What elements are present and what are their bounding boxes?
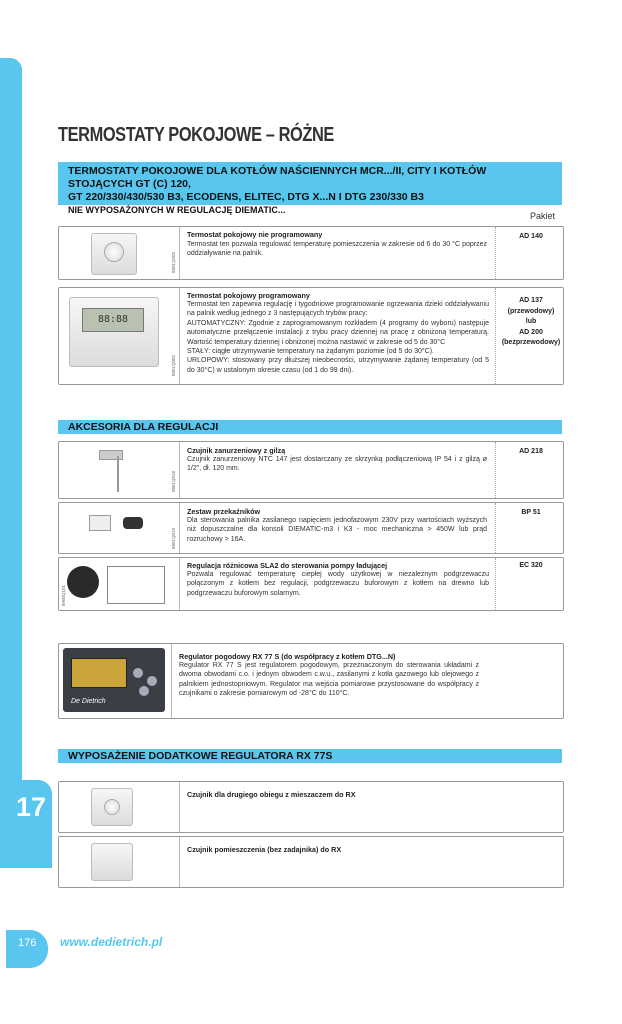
band-title: AKCESORIA DLA REGULACJI — [68, 421, 219, 433]
sensor-image — [91, 788, 133, 826]
product-description: Regulator RX 77 S jest regulatorem pogodowym, przeznaczonym do sterowania układami z dwoma obwodami c.o. i jednym obwodem c.w.u., zasilanymi z kotła gazowego lub olejowego z palnikiem jednostopniowym. Regulator ma wejścia pomiarowe przystosowane do współpracy z czujnikami o zakresie pomiarowym od -28°C do 110°C. — [179, 662, 479, 698]
product-title: Regulacja różnicowa SLA2 do sterowania pompy ładującej — [187, 561, 388, 570]
product-title: Czujnik dla drugiego obiegu z mieszaczem do RX — [187, 790, 356, 799]
product-title: Czujnik pomieszczenia (bez zadajnika) do RX — [187, 845, 342, 854]
footer-url[interactable]: www.dedietrich.pl — [60, 935, 163, 949]
rx-accessory-card — [58, 836, 564, 888]
band-line-3: NIE WYPOSAŻONYCH W REGULACJĘ DIEMATIC... — [68, 205, 286, 215]
accessory-card — [58, 557, 564, 611]
desc-line-constant: STAŁY: ciągłe utrzymywanie temperatury na żądanym poziomie (od 5 do 30°C). — [187, 348, 435, 356]
desc-line-automatic: AUTOMATYCZNY: Zgodnie z zaprogramowanym rozkładem (4 programy do wyboru) następuje automatyczne przełączenie instalacji z trybu pracy dziennej na pracę z obniżoną temperaturą. Wartość temperatury dziennej i obniżonej można nastawić w zakresie od 5 do 30°C — [187, 319, 489, 346]
controller-image — [67, 566, 99, 598]
code-line: (bezprzewodowy) — [501, 339, 561, 346]
product-description: Pozwala regulować temperaturę ciepłej wody użytkowej w niezależnym podgrzewaczu połączonym z kotłem bez regulacji, podgrzewaczu buforowym z kotłem na drewno lub podgrzewaczu buforowym solarnym. — [187, 571, 489, 597]
product-ref: 8801Q018 — [171, 470, 176, 492]
product-ref: 8801Q003 — [171, 251, 176, 273]
product-code — [499, 296, 563, 349]
product-card — [58, 287, 564, 385]
page-title: TERMOSTATY POKOJOWE – RÓŻNE — [58, 124, 334, 146]
product-ref: 8900Q101 — [61, 584, 66, 606]
band-line-1: TERMOSTATY POKOJOWE DLA KOTŁÓW NAŚCIENNYCH MCR.../II, CITY I KOTŁÓW STOJĄCYCH GT (C) 120, — [68, 165, 487, 190]
product-code: BP 51 — [521, 509, 541, 516]
relay-image — [123, 517, 143, 529]
product-description: Termostat ten pozwala regulować temperaturę pomieszczenia w zakresie od 6 do 30 °C poprzez oddziaływanie na palnik. — [187, 241, 487, 258]
product-description: Czujnik zanurzeniowy NTC 147 jest dostarczany ze skrzynką podłączeniową IP 54 i z gilzą ø 1/2", dł. 120 mm. — [187, 456, 487, 473]
code-line: AD 200 — [519, 328, 543, 336]
band-title: WYPOSAŻENIE DODATKOWE REGULATORA RX 77S — [68, 750, 333, 762]
accessory-card — [58, 441, 564, 499]
regulator-image — [63, 648, 165, 712]
product-code: EC 320 — [519, 562, 543, 569]
code-line: (przewodowy) — [507, 307, 555, 315]
product-title: Zestaw przekaźników — [187, 507, 261, 516]
rx-accessory-card — [58, 781, 564, 833]
button-icon — [139, 686, 149, 696]
product-description — [187, 300, 489, 375]
code-line: lub — [525, 318, 537, 325]
sensor-image — [99, 450, 123, 460]
page-number: 176 — [18, 937, 37, 949]
section-header-accessories — [58, 420, 562, 434]
section-label: SYSTEMY REGULACJI — [4, 575, 22, 744]
button-icon — [133, 668, 143, 678]
product-ref: 8801Q002 — [171, 354, 176, 376]
product-title: Regulator pogodowy RX 77 S (do współpracy z kotłem DTG...N) — [179, 652, 396, 661]
product-description: Dla sterowania palnika zasilanego napięciem jednofazowym 230V przy wartościach wyższych niż dopuszczalne dla konsoli DIEMATIC-m3 i K3 - moc mechaniczna > 450W lub prąd rozruchowy > 16A. — [187, 517, 487, 543]
chapter-number: 17 — [16, 792, 47, 822]
product-title: Czujnik zanurzeniowy z gilzą — [187, 446, 286, 455]
sensor-probe — [117, 456, 119, 492]
accessory-card — [58, 502, 564, 554]
section-header-thermostats — [58, 162, 562, 215]
product-title: Termostat pokojowy programowany — [187, 291, 310, 300]
product-title: Termostat pokojowy nie programowany — [187, 230, 323, 239]
band-line-2: GT 220/330/430/530 B3, ECODENS, ELITEC, DTG X...N I DTG 230/330 B3 — [68, 191, 424, 203]
sensor-image — [91, 843, 133, 881]
product-code: AD 140 — [519, 233, 543, 240]
product-card — [58, 226, 564, 280]
thermostat-image — [91, 233, 137, 275]
pakiet-label: Pakiet — [530, 211, 556, 221]
section-header-rx-equipment — [58, 749, 562, 763]
product-ref: 8801Q019 — [171, 527, 176, 549]
regulator-display — [71, 658, 127, 688]
schematic-diagram — [107, 566, 165, 604]
desc-line: Termostat ten zapewnia regulację i tygodniowe programowanie ogrzewania dzieki oddziaływaniu na palnik według jednego z 3 następujących trybów pracy: — [187, 301, 489, 318]
relay-image — [89, 515, 111, 531]
desc-line-holiday: URLOPOWY: stosowany przy dłuższej nieobecności, utrzymywanie żądanej temperatury (od 5 do 30°C) w ustalonym okresie czasu (od 1 do 99 dni). — [187, 357, 489, 374]
code-line: AD 137 — [519, 297, 543, 304]
page-number-pill — [6, 930, 48, 968]
button-icon — [147, 676, 157, 686]
regulator-card — [58, 643, 564, 719]
programmable-thermostat-image — [69, 297, 159, 367]
brand-logo: De Dietrich — [71, 698, 106, 705]
product-code: AD 218 — [519, 448, 543, 455]
lcd-display: 88:88 — [82, 308, 144, 332]
